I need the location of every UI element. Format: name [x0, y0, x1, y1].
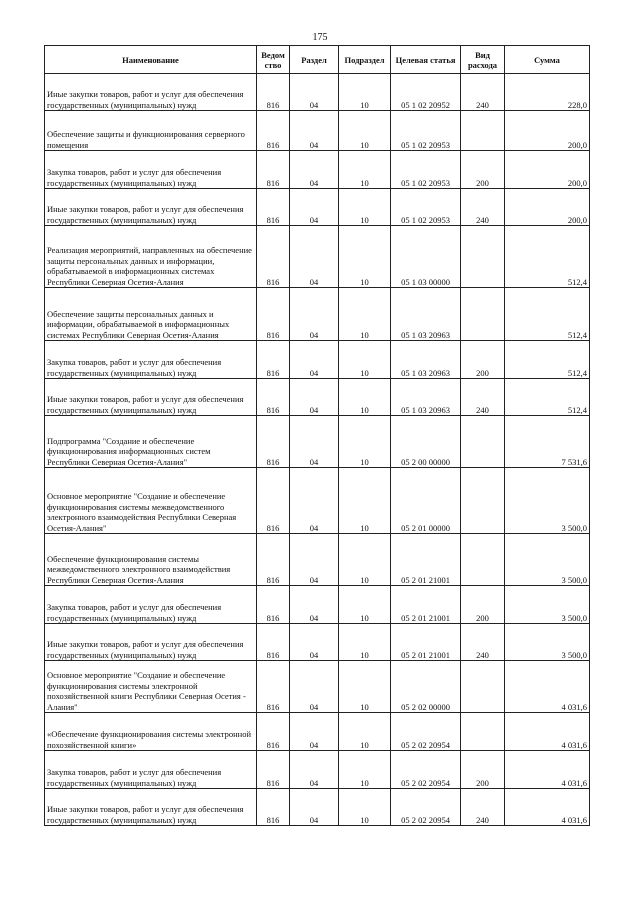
row-name-cell: «Обеспечение функционирования системы электронной похозяйственной книги»	[45, 713, 257, 751]
row-vedomstvo-cell: 816	[257, 288, 290, 341]
table-row	[45, 468, 590, 534]
header-vedomstvo: Ведом ство	[257, 46, 290, 74]
row-sum-cell: 512,4	[505, 341, 590, 379]
row-sum-cell: 200,0	[505, 189, 590, 226]
row-podrazdel-cell: 10	[339, 288, 391, 341]
row-name-cell: Подпрограмма "Создание и обеспечение функционирования информационных систем Республики Северная Осетия-Алания"	[45, 416, 257, 468]
row-podrazdel-cell: 10	[339, 534, 391, 586]
table-row	[45, 624, 590, 661]
row-podrazdel-cell: 10	[339, 341, 391, 379]
row-name-cell: Иные закупки товаров, работ и услуг для обеспечения государственных (муниципальных) нужд	[45, 624, 257, 661]
budget-table	[44, 45, 590, 826]
row-expense-type-cell: 200	[461, 341, 505, 379]
row-vedomstvo-cell: 816	[257, 586, 290, 624]
row-razdel-cell: 04	[290, 661, 339, 713]
row-vedomstvo-cell: 816	[257, 151, 290, 189]
table-row	[45, 288, 590, 341]
row-sum-cell: 228,0	[505, 74, 590, 111]
row-razdel-cell: 04	[290, 226, 339, 288]
row-name-cell: Иные закупки товаров, работ и услуг для обеспечения государственных (муниципальных) нужд	[45, 74, 257, 111]
row-target-article-cell: 05 1 03 20963	[391, 341, 461, 379]
row-vedomstvo-cell: 816	[257, 534, 290, 586]
row-sum-cell: 3 500,0	[505, 624, 590, 661]
row-podrazdel-cell: 10	[339, 416, 391, 468]
row-sum-cell: 512,4	[505, 379, 590, 416]
row-vedomstvo-cell: 816	[257, 74, 290, 111]
row-podrazdel-cell: 10	[339, 151, 391, 189]
row-razdel-cell: 04	[290, 468, 339, 534]
row-sum-cell: 200,0	[505, 151, 590, 189]
header-razdel: Раздел	[290, 46, 339, 74]
table-row	[45, 416, 590, 468]
row-sum-cell: 7 531,6	[505, 416, 590, 468]
row-target-article-cell: 05 2 02 00000	[391, 661, 461, 713]
row-expense-type-cell	[461, 468, 505, 534]
table-row	[45, 341, 590, 379]
row-podrazdel-cell: 10	[339, 624, 391, 661]
row-expense-type-cell: 240	[461, 624, 505, 661]
row-expense-type-cell	[461, 416, 505, 468]
row-name-cell: Иные закупки товаров, работ и услуг для обеспечения государственных (муниципальных) нужд	[45, 189, 257, 226]
row-vedomstvo-cell: 816	[257, 624, 290, 661]
row-expense-type-cell	[461, 226, 505, 288]
row-expense-type-cell	[461, 534, 505, 586]
row-razdel-cell: 04	[290, 789, 339, 826]
row-podrazdel-cell: 10	[339, 789, 391, 826]
header-sum: Сумма	[505, 46, 590, 74]
row-sum-cell: 512,4	[505, 288, 590, 341]
row-expense-type-cell	[461, 713, 505, 751]
row-sum-cell: 3 500,0	[505, 586, 590, 624]
table-row	[45, 534, 590, 586]
row-sum-cell: 512,4	[505, 226, 590, 288]
row-name-cell: Закупка товаров, работ и услуг для обеспечения государственных (муниципальных) нужд	[45, 341, 257, 379]
row-podrazdel-cell: 10	[339, 586, 391, 624]
row-vedomstvo-cell: 816	[257, 341, 290, 379]
row-vedomstvo-cell: 816	[257, 713, 290, 751]
row-name-cell: Реализация мероприятий, направленных на обеспечение защиты персональных данных и информации, обрабатываемой в информационных системах Республики Северная Осетия-Алания	[45, 226, 257, 288]
row-target-article-cell: 05 2 02 20954	[391, 789, 461, 826]
row-sum-cell: 4 031,6	[505, 751, 590, 789]
row-target-article-cell: 05 2 01 21001	[391, 534, 461, 586]
row-target-article-cell: 05 1 03 20963	[391, 379, 461, 416]
row-target-article-cell: 05 2 02 20954	[391, 713, 461, 751]
row-target-article-cell: 05 2 01 21001	[391, 624, 461, 661]
row-name-cell: Закупка товаров, работ и услуг для обеспечения государственных (муниципальных) нужд	[45, 151, 257, 189]
row-razdel-cell: 04	[290, 586, 339, 624]
row-sum-cell: 4 031,6	[505, 789, 590, 826]
table-row	[45, 661, 590, 713]
row-vedomstvo-cell: 816	[257, 468, 290, 534]
row-vedomstvo-cell: 816	[257, 111, 290, 151]
row-name-cell: Обеспечение защиты и функционирования серверного помещения	[45, 111, 257, 151]
row-expense-type-cell: 240	[461, 189, 505, 226]
row-expense-type-cell: 200	[461, 586, 505, 624]
row-vedomstvo-cell: 816	[257, 379, 290, 416]
row-name-cell: Обеспечение защиты персональных данных и информации, обрабатываемой в информационных системах Республики Северная Осетия-Алания	[45, 288, 257, 341]
header-expense-type: Вид расхода	[461, 46, 505, 74]
table-row	[45, 74, 590, 111]
row-expense-type-cell: 240	[461, 789, 505, 826]
row-target-article-cell: 05 2 01 00000	[391, 468, 461, 534]
row-target-article-cell: 05 1 02 20953	[391, 189, 461, 226]
row-name-cell: Иные закупки товаров, работ и услуг для обеспечения государственных (муниципальных) нужд	[45, 379, 257, 416]
row-target-article-cell: 05 1 03 20963	[391, 288, 461, 341]
row-podrazdel-cell: 10	[339, 111, 391, 151]
row-razdel-cell: 04	[290, 341, 339, 379]
row-expense-type-cell: 200	[461, 151, 505, 189]
row-razdel-cell: 04	[290, 151, 339, 189]
row-vedomstvo-cell: 816	[257, 226, 290, 288]
row-name-cell: Основное мероприятие "Создание и обеспечение функционирования системы электронной похозяйственной книги Республики Северная Осетия - Алания"	[45, 661, 257, 713]
row-expense-type-cell: 200	[461, 751, 505, 789]
row-expense-type-cell	[461, 661, 505, 713]
row-target-article-cell: 05 1 02 20952	[391, 74, 461, 111]
row-podrazdel-cell: 10	[339, 189, 391, 226]
table-row	[45, 586, 590, 624]
row-name-cell: Закупка товаров, работ и услуг для обеспечения государственных (муниципальных) нужд	[45, 586, 257, 624]
row-expense-type-cell	[461, 288, 505, 341]
row-razdel-cell: 04	[290, 111, 339, 151]
table-row	[45, 226, 590, 288]
row-sum-cell: 200,0	[505, 111, 590, 151]
row-razdel-cell: 04	[290, 379, 339, 416]
row-expense-type-cell	[461, 111, 505, 151]
table-row	[45, 751, 590, 789]
row-razdel-cell: 04	[290, 713, 339, 751]
table-row	[45, 713, 590, 751]
table-row	[45, 189, 590, 226]
row-name-cell: Закупка товаров, работ и услуг для обеспечения государственных (муниципальных) нужд	[45, 751, 257, 789]
table-row	[45, 379, 590, 416]
table-header-row	[45, 46, 590, 74]
row-podrazdel-cell: 10	[339, 226, 391, 288]
header-podrazdel: Подраздел	[339, 46, 391, 74]
header-target-article: Целевая статья	[391, 46, 461, 74]
row-vedomstvo-cell: 816	[257, 189, 290, 226]
page-number: 175	[312, 32, 328, 43]
row-target-article-cell: 05 2 00 00000	[391, 416, 461, 468]
row-razdel-cell: 04	[290, 534, 339, 586]
row-podrazdel-cell: 10	[339, 751, 391, 789]
row-razdel-cell: 04	[290, 751, 339, 789]
table-row	[45, 789, 590, 826]
row-target-article-cell: 05 1 02 20953	[391, 151, 461, 189]
row-name-cell: Обеспечение функционирования системы межведомственного электронного взаимодействия Республики Северная Осетия-Алания	[45, 534, 257, 586]
row-sum-cell: 4 031,6	[505, 713, 590, 751]
row-podrazdel-cell: 10	[339, 379, 391, 416]
row-target-article-cell: 05 2 02 20954	[391, 751, 461, 789]
row-target-article-cell: 05 1 02 20953	[391, 111, 461, 151]
row-podrazdel-cell: 10	[339, 468, 391, 534]
row-razdel-cell: 04	[290, 74, 339, 111]
row-sum-cell: 3 500,0	[505, 468, 590, 534]
row-podrazdel-cell: 10	[339, 74, 391, 111]
table-row	[45, 111, 590, 151]
row-podrazdel-cell: 10	[339, 713, 391, 751]
row-vedomstvo-cell: 816	[257, 661, 290, 713]
row-sum-cell: 4 031,6	[505, 661, 590, 713]
row-target-article-cell: 05 2 01 21001	[391, 586, 461, 624]
row-expense-type-cell: 240	[461, 379, 505, 416]
row-razdel-cell: 04	[290, 288, 339, 341]
row-podrazdel-cell: 10	[339, 661, 391, 713]
table-row	[45, 151, 590, 189]
header-name: Наименование	[45, 46, 257, 74]
row-expense-type-cell: 240	[461, 74, 505, 111]
row-name-cell: Иные закупки товаров, работ и услуг для обеспечения государственных (муниципальных) нужд	[45, 789, 257, 826]
row-vedomstvo-cell: 816	[257, 416, 290, 468]
row-razdel-cell: 04	[290, 189, 339, 226]
row-sum-cell: 3 500,0	[505, 534, 590, 586]
row-razdel-cell: 04	[290, 624, 339, 661]
row-vedomstvo-cell: 816	[257, 789, 290, 826]
row-razdel-cell: 04	[290, 416, 339, 468]
row-vedomstvo-cell: 816	[257, 751, 290, 789]
row-name-cell: Основное мероприятие "Создание и обеспечение функционирования системы межведомственного электронного взаимодействия Республики Северная Осетия-Алания"	[45, 468, 257, 534]
row-target-article-cell: 05 1 03 00000	[391, 226, 461, 288]
